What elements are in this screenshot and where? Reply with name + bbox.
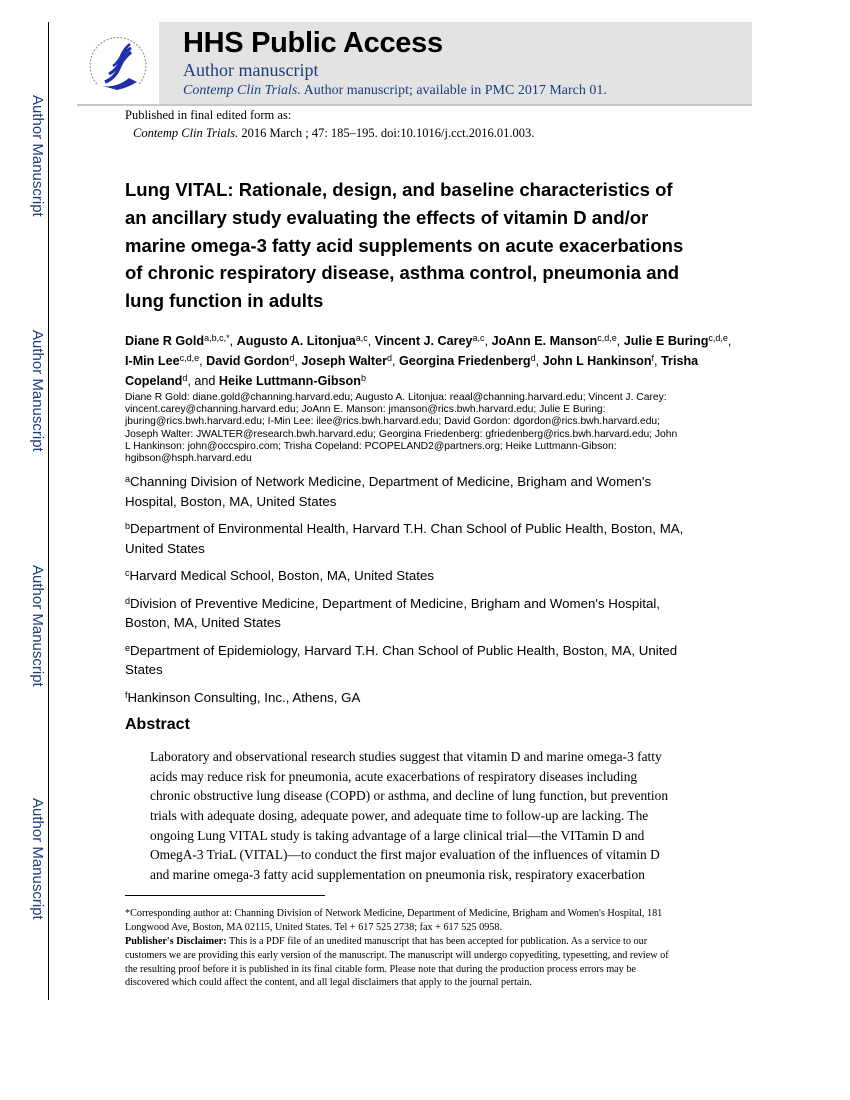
margin-rule — [48, 22, 49, 1000]
abstract-line: chronic obstructive lung disease (COPD) or asthma, and decline of lung function, but prevention — [150, 788, 669, 804]
title-line: lung function in adults — [125, 290, 324, 312]
author-affiliation-marks: a,c — [355, 332, 368, 343]
author-affiliation-marks: d — [289, 352, 295, 363]
author-separator: , and — [187, 373, 219, 388]
title-line: an ancillary study evaluating the effects of vitamin D and/or — [125, 206, 649, 228]
author-name: Diane R Gold — [125, 333, 205, 348]
author-name: Joseph Walter — [301, 353, 387, 368]
author-affiliation-marks: d — [387, 352, 393, 363]
side-label: Author Manuscript — [29, 798, 46, 920]
disclaimer-line: customers we are providing this early version of the manuscript. The manuscript will undergo copyediting, typesetting, and review of — [125, 949, 669, 961]
affiliation-mark: f — [125, 689, 128, 700]
author-name: I-Min Lee — [125, 353, 180, 368]
author-separator: , — [535, 353, 543, 368]
abstract-line: acids may reduce risk for pneumonia, acute exacerbations of respiratory diseases including — [150, 768, 638, 784]
affiliation-line: States — [125, 662, 163, 678]
affiliation-line: Department of Environmental Health, Harvard T.H. Chan School of Public Health, Boston, MA, — [130, 521, 684, 537]
affiliation-line: Channing Division of Network Medicine, Department of Medicine, Brigham and Women's — [130, 474, 652, 490]
abstract-line: OmegA-3 TriaL (VITAL)—to conduct the first major evaluation of the influences of vitamin D — [150, 847, 660, 863]
author-affiliation-marks: d — [182, 372, 188, 383]
title-line: of chronic respiratory disease, asthma control, pneumonia and — [125, 262, 680, 284]
author-name: JoAnn E. Manson — [491, 333, 598, 348]
affiliation — [125, 688, 765, 708]
abstract-text — [150, 747, 765, 884]
author-name: Vincent J. Carey — [374, 333, 473, 348]
affiliation — [125, 594, 765, 633]
side-label: Author Manuscript — [29, 95, 46, 217]
article-body — [125, 176, 765, 990]
published-label: Published in final edited form as: — [125, 108, 292, 122]
affiliation-line: Boston, MA, United States — [125, 615, 281, 631]
author-emails — [125, 392, 765, 465]
email-line: hgibson@hsph.harvard.edu — [125, 453, 252, 464]
author-affiliation-marks: a,b,c,* — [204, 332, 230, 343]
citation — [133, 126, 534, 141]
side-label: Author Manuscript — [29, 565, 46, 687]
author-affiliation-marks: c,d,e — [597, 332, 617, 343]
disclaimer-line: the resulting proof before it is published in its final citable form. Please note that during the production process errors may be — [125, 963, 636, 975]
affiliation-line: Hospital, Boston, MA, United States — [125, 493, 337, 509]
corresponding-footnote — [125, 907, 765, 935]
affiliation — [125, 641, 765, 680]
abstract-heading: Abstract — [125, 716, 190, 734]
affiliation-line: Hankinson Consulting, Inc., Athens, GA — [127, 689, 361, 705]
hhs-logo-icon — [77, 22, 159, 104]
affiliation — [125, 566, 765, 586]
abstract-line: and marine omega-3 fatty acid supplementation on pneumonia risk, respiratory exacerbation — [150, 866, 645, 882]
title-line: marine omega-3 fatty acid supplements on acute exacerbations — [125, 234, 684, 256]
citation-journal: Contemp Clin Trials. — [133, 126, 239, 140]
side-label: Author Manuscript — [29, 330, 46, 452]
affiliation-line: United States — [125, 540, 205, 556]
disclaimer-line: This is a PDF file of an unedited manuscript that has been accepted for publication. As a service to our — [226, 935, 648, 947]
abstract-line: Laboratory and observational research studies suggest that vitamin D and marine omega-3 fatty — [150, 749, 662, 765]
author-separator: , — [484, 333, 492, 348]
email-line: Diane R Gold: diane.gold@channing.harvard.edu; Augusto A. Litonjua: reaal@channing.harvard.edu; Vincent J. Carey: — [125, 391, 667, 403]
author-separator: , — [727, 333, 732, 348]
author-separator: , — [294, 353, 302, 368]
manuscript-type: Author manuscript — [183, 60, 319, 80]
affiliation-mark: a — [125, 474, 131, 485]
title-line: Lung VITAL: Rationale, design, and baseline characteristics of — [125, 179, 673, 200]
affiliation-line: Division of Preventive Medicine, Department of Medicine, Brigham and Women's Hospital, — [130, 595, 660, 611]
affiliation-mark: d — [125, 595, 131, 606]
affiliation-line: Department of Epidemiology, Harvard T.H. Chan School of Public Health, Boston, MA, United — [130, 642, 678, 658]
email-line: jburing@rics.bwh.harvard.edu; I-Min Lee: ilee@rics.bwh.harvard.edu; David Gordon: dgordon@rics.bwh.harvard.edu; — [125, 416, 661, 428]
affiliation-mark: c — [125, 568, 130, 579]
disclaimer-label: Publisher's Disclaimer: — [125, 935, 227, 947]
email-line: L Hankinson: john@occspiro.com; Trisha Copeland: PCOPELAND2@partners.org; Heike Luttmann-Gibson: — [125, 440, 617, 452]
hhs-header-banner — [77, 22, 752, 106]
article-title — [125, 176, 765, 315]
author-list — [125, 331, 740, 391]
author-separator: , — [392, 353, 400, 368]
email-line: vincent.carey@channing.harvard.edu; JoAnn E. Manson: jmanson@rics.bwh.harvard.edu; Julie E Buring: — [125, 404, 606, 416]
affiliation-mark: b — [125, 521, 131, 532]
author-affiliation-marks: d — [530, 352, 536, 363]
author-name: Julie E Buring — [623, 333, 709, 348]
author-separator: , — [616, 333, 624, 348]
author-name: Heike Luttmann-Gibson — [218, 373, 361, 388]
abstract-line: trials with adequate dosing, adequate power, and adequate time to follow-up are lacking. The — [150, 807, 649, 823]
affiliation-mark: e — [125, 642, 131, 653]
footnote-line: *Corresponding author at: Channing Division of Network Medicine, Department of Medicine, Brigham and Women's Hospital, 181 — [125, 908, 663, 920]
author-name: John L Hankinson — [542, 353, 652, 368]
affiliation — [125, 519, 765, 558]
author-affiliation-marks: c,d,e — [708, 332, 728, 343]
availability-text: Author manuscript; available in PMC 2017 March 01. — [300, 83, 607, 98]
citation-text: 2016 March ; 47: 185–195. doi:10.1016/j.cct.2016.01.003. — [238, 126, 535, 140]
disclaimer-line: discovered which could affect the content, and all legal disclaimers that apply to the journal pertain. — [125, 977, 532, 989]
email-line: Joseph Walter: JWALTER@research.bwh.harvard.edu; Georgina Friedenberg: gfriedenberg@rics.bwh.harvard.edu; John — [125, 428, 678, 440]
footnote-line: Longwood Ave, Boston, MA 02115, United States. Tel + 617 525 2738; fax + 617 525 0958. — [125, 922, 503, 934]
abstract-line: ongoing Lung VITAL study is taking advantage of a large clinical trial—the VITamin D and — [150, 827, 645, 843]
affiliation — [125, 472, 765, 511]
publisher-disclaimer — [125, 935, 765, 990]
author-name: Augusto A. Litonjua — [236, 333, 356, 348]
hhs-title: HHS Public Access — [183, 27, 443, 59]
author-separator: , — [199, 353, 207, 368]
journal-name: Contemp Clin Trials. — [183, 83, 301, 98]
author-affiliation-marks: f — [651, 352, 655, 363]
author-affiliation-marks: b — [360, 372, 366, 383]
footnote-rule — [125, 895, 325, 896]
author-affiliation-marks: c,d,e — [179, 352, 200, 363]
author-separator: , — [654, 353, 662, 368]
author-separator: , — [229, 333, 237, 348]
availability-line — [183, 82, 607, 99]
affiliations — [125, 472, 765, 707]
author-affiliation-marks: a,c — [472, 332, 485, 343]
author-name: David Gordon — [206, 353, 290, 368]
author-separator: , — [367, 333, 375, 348]
author-name: Georgina Friedenberg — [399, 353, 531, 368]
author-name: Trisha Copeland — [125, 353, 699, 388]
affiliation-line: Harvard Medical School, Boston, MA, United States — [129, 568, 434, 584]
